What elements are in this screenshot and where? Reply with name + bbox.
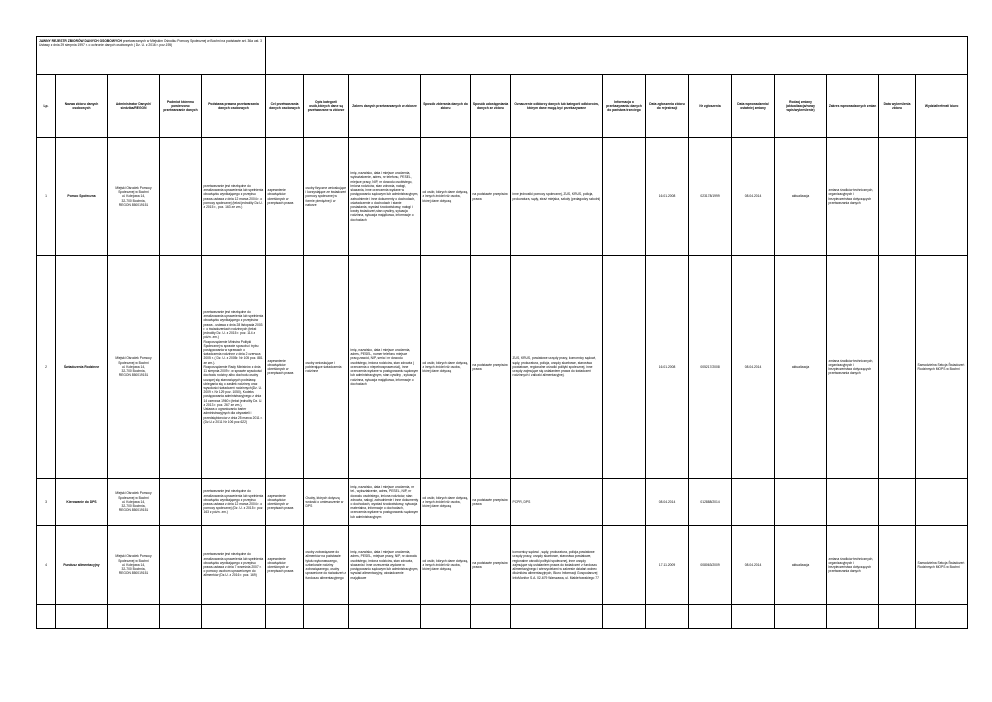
- empty-cell: [603, 605, 646, 629]
- cell-purpose: zapewnienie obowiązków określonych w przepisach prawa: [266, 256, 304, 479]
- empty-cell: [56, 605, 108, 629]
- cell-categories: Osoby, których dotyczą wnioski o umieszczenie w DPS: [304, 479, 349, 526]
- cell-collection: od osób, których dane dotyczą, z innych źródeł niż osoba, której dane dotyczą: [421, 526, 471, 605]
- cell-admin: Miejski Ośrodek Pomocy Społecznej w Bochni ul. Kolejowa 14, 32-700 Bochnia, REGON 850019151: [108, 479, 160, 526]
- cell-purpose: zapewnienie obowiązków określonych w przepisach prawa: [266, 526, 304, 605]
- col-header-dept: Wydział/referat/ biuro: [916, 75, 968, 138]
- col-header-change-type: Rodzaj zmiany (aktualizacja/nowy wpis/wykreślenie): [775, 75, 827, 138]
- cell-change-scope: zmiana środków technicznych, organizacyjnych i bezpieczeństwa dotyczących przetwarzania danych: [827, 256, 879, 479]
- cell-change-date: 08.04.2014: [732, 138, 775, 256]
- empty-cell: [827, 605, 879, 629]
- col-header-lp: Lp.: [37, 75, 56, 138]
- cell-lp: 3: [37, 479, 56, 526]
- cell-third-country: [603, 526, 646, 605]
- col-header-name: Nazwa zbioru danych osobowych: [56, 75, 108, 138]
- col-header-recipients: Oznaczenie odbiorcy danych lub kategorii odbiorców, którym dane mogą być przekazywane: [511, 75, 603, 138]
- cell-categories: osoby fizyczne wnioskujące i korzystające ze świadczeń pomocy społecznej w formie pieniężnej i w naturze: [304, 138, 349, 256]
- cell-scope: imię, nazwisko, data i miejsce urodzenia, nr tel., wykształcenie, adres, PESEL, NIP, nr dowodu osobistego, imiona rodziców, stan zdrowia, nałogi, zatrudnienie i inne dokumenty o dochodach, wywiad środowiskowy, sytuacja materialna, informacje o dochodach, orzeczenia wydane w postępowaniu sądowym lub administracyjnym: [349, 479, 421, 526]
- cell-name: Świadczenia Rodzinne: [56, 256, 108, 479]
- cell-scope: imię, nazwisko, data i miejsce urodzenia, adres, PESEL, numer telefonu miejsce pracy,zawód, NIP, seria i nr dowodu osobistego, imiona rodziców, stan zdrowia ( orzeczenia o niepełnosprawności), inne orzeczenia wydane w postępowaniu sądowym lub administracyjnym, stan cywilny , sytuacja rodzinna, sytuacja majątkowa, informacje o dochodach: [349, 256, 421, 479]
- cell-lp: 1: [37, 138, 56, 256]
- cell-dept: Samodzielna Sekcja Świadczeń Rodzinnych MOPS w Bochni: [916, 526, 968, 605]
- cell-collection: od osób, których dane dotyczą, z innych źródeł niż osoba, której dane dotyczą: [421, 256, 471, 479]
- cell-deletion-date: [879, 138, 916, 256]
- cell-reg-date: 08.04.2014: [646, 479, 689, 526]
- cell-dept: [916, 138, 968, 256]
- table-row: [37, 138, 968, 256]
- cell-legal-basis: przetwarzanie jest niezbędne do zrealizowania uprawnienia lub spełnienia obowiązku wynikającego z przepisu prawa-ustawa z dnia 7 września 2007 r. o pomocy osobom uprawnionym do alimentów (Dz.U. z 2016 r. poz. 169): [202, 526, 266, 605]
- table-row: [37, 479, 968, 526]
- cell-reg-date: 17.11.2009: [646, 526, 689, 605]
- empty-cell: [37, 605, 56, 629]
- empty-cell: [202, 605, 266, 629]
- cell-third-country: [603, 479, 646, 526]
- empty-cell: [879, 605, 916, 629]
- cell-change-scope: zmiana środków technicznych, organizacyjnych i bezpieczeństwa dotyczących przetwarzania danych: [827, 526, 879, 605]
- cell-name: Pomoc Społeczna: [56, 138, 108, 256]
- empty-row: [37, 605, 968, 629]
- col-header-legal-basis: Podstawa prawna przetwarzania danych osobowych: [202, 75, 266, 138]
- title-row: [37, 37, 968, 75]
- cell-change-type: aktualizacja: [775, 138, 827, 256]
- cell-entrusted: [160, 479, 202, 526]
- col-header-reg-no: Nr zgłoszenia: [689, 75, 732, 138]
- cell-legal-basis: przetwarzanie jest niezbędne do zrealizowania uprawnienia lub spełnienia obowiązku wynikającego z przepisu prawa-ustawa z dnia 12 marca 2004 r. o pomocy społecznej (Dz. U. z 2015 r. poz 163 z późn. zm.): [202, 479, 266, 526]
- cell-reg-no: 023178/1999: [689, 138, 732, 256]
- empty-cell: [266, 605, 304, 629]
- table-row: [37, 256, 968, 479]
- document-title: [37, 37, 266, 75]
- cell-dept: [916, 479, 968, 526]
- cell-lp: 4: [37, 526, 56, 605]
- table-row: [37, 526, 968, 605]
- empty-cell: [511, 605, 603, 629]
- cell-change-date: 08.04.2014: [732, 526, 775, 605]
- col-header-deletion-date: Data wykreślenia zbioru: [879, 75, 916, 138]
- col-header-third-country: Informacja o przekazywaniu danych do państwa trzeciego: [603, 75, 646, 138]
- empty-cell: [689, 605, 732, 629]
- cell-entrusted: [160, 526, 202, 605]
- cell-change-date: 08.04.2014: [732, 256, 775, 479]
- cell-sharing: na podstawie przepisów prawa: [471, 138, 511, 256]
- empty-cell: [732, 605, 775, 629]
- col-header-collection: Sposób zbierania danych do zbioru: [421, 75, 471, 138]
- cell-name: Kierowanie do DPS: [56, 479, 108, 526]
- cell-sharing: na podstawie przepisów prawa: [471, 479, 511, 526]
- cell-collection: od osób, których dane dotyczą, z innych źródeł niż osoba, której dane dotyczą: [421, 479, 471, 526]
- cell-scope: imię, nazwisko, data i miejsce urodzenia, wykształcenie, adres, nr telefonu, PESEL, miejsce pracy, NIP, nr dowodu osobistego, imiona rodziców, stan zdrowia, nałogi, skazania, inne orzeczenia wydane w postępowaniu sądowym lub administracyjnym, zatrudnienie i inne dokumenty o dochodach, oświadczenie o dochodach i stanie posiadania, wywiad środowiskowy, nałogi i kwoty świadczeń,stan cywilny, sytuacja rodzinna, sytuacja majątkowa, informacje o dochodach: [349, 138, 421, 256]
- col-header-change-scope: Zakres wprowadzonych zmian: [827, 75, 879, 138]
- col-header-reg-date: Data zgłoszenia zbioru do rejestracji: [646, 75, 689, 138]
- cell-sharing: na podstawie przepisów prawa: [471, 256, 511, 479]
- cell-change-type: aktualizacja: [775, 526, 827, 605]
- empty-cell: [160, 605, 202, 629]
- cell-reg-no: 008063/2009: [689, 526, 732, 605]
- empty-cell: [646, 605, 689, 629]
- cell-sharing: na podstawie przepisów prawa: [471, 526, 511, 605]
- cell-third-country: [603, 138, 646, 256]
- cell-purpose: zapewnienie obowiązków określonych w przepisach prawa: [266, 138, 304, 256]
- document-title-bold: JAWNY REJESTR ZBIORÓW DANYCH OSOBOWYCH: [39, 39, 122, 43]
- cell-recipients: ZUS, KRUS, powiatowe urzędy pracy, komornicy sądowi, sądy, prokuratura, policja, urzędy skarbowe, starostwa powiatowe, regionalne ośrodki polityki społecznej, inne urzędy zajmujące się ustalaniem prawa do świadczeń rodzinnych i zaliczki alimentacyjnej.: [511, 256, 603, 479]
- col-header-sharing: Sposób udostępniania danych ze zbioru: [471, 75, 511, 138]
- cell-admin: Miejski Ośrodek Pomocy Społecznej w Bochni ul. Kolejowa 14, 32-700 Bochnia, REGON 850019151: [108, 138, 160, 256]
- cell-name: Fundusz alimentacyjny: [56, 526, 108, 605]
- cell-reg-no: 005217/2008: [689, 256, 732, 479]
- cell-legal-basis: przetwarzanie jest niezbędne do zrealizowania uprawnienia lub spełnienia obowiązku wynikającego z przepisów prawa - ustawa z dnia 28 listopada 2003 r. o świadczeniach rodzinnych (tekst jednolity Dz. U. z 2015 r. poz. 114 z późn. zm.) Rozporządzenie Ministra Polityki Społecznej w sprawie sposobu i trybu postępowania w sprawach o świadczenia rodzinne z dnia 2 czerwca 2005 r. ( Dz. U. z 2005r. Nr 105 poz. 881 ze zm.). Rozporządzenie Rady Ministrów z dnia 11 sierpnia 2009 r. w sprawie wysokości dochodu rodziny albo dochodu osoby uczącej się stanowiących podstawę ubiegania się o zasiłek rodzinny oraz wysokości świadczeń rodzinnych(Dz. U. 2009 r. Nr 129 poz. 1050), Kodeks postępowania administracyjnego z dnia 14 czerwca 1960 r.(tekst jednolity Dz. U. z 2013 r. poz. 267 ze zm.), Ustawa o ograniczaniu barier administracyjnych dla obywateli i przedsiębiorców z dnia 25 marca 2011 r.(Dz.U.z 2011 Nr 106 poz.622): [202, 256, 266, 479]
- cell-recipients: PCPR, DPS: [511, 479, 603, 526]
- cell-change-type: aktualizacja: [775, 256, 827, 479]
- cell-change-date: [732, 479, 775, 526]
- empty-cell: [916, 605, 968, 629]
- cell-reg-date: 16.01.2008: [646, 138, 689, 256]
- title-row-empty: [266, 37, 968, 75]
- cell-lp: 2: [37, 256, 56, 479]
- empty-cell: [108, 605, 160, 629]
- cell-scope: imię, nazwisko, data i miejsce urodzenia, adres, PESEL, miejsce pracy, NIP, nr dowodu osobistego, imiona rodziców, stan zdrowia, skazania i inne orzeczenia wydane w postępowaniu sądowym lub administracyjnym, wywiad alimentacyjny, oświadczenie majątkowe: [349, 526, 421, 605]
- cell-entrusted: [160, 138, 202, 256]
- cell-third-country: [603, 256, 646, 479]
- header-row: [37, 75, 968, 138]
- cell-deletion-date: [879, 526, 916, 605]
- cell-categories: osoby wnioskujące i pobierające świadczenia rodzinne: [304, 256, 349, 479]
- cell-recipients: komornicy sądowi , sądy, prokuratura, policja,powiatowe urzędy pracy, urzędy skarbowe, starostwa powiatowe, regionalne ośrodki polityki społecznej, inne urzędy zajmujące się ustalaniem prawa do świadczeń z funduszu alimentacyjnego i wierzycielami w zakresie działań wobec dłużników alimentacyjnych, Biuro Informacji Gospodarczej InfoMonitor S.A. 02-679 Warszawa, ul. Małdehowskiego 77: [511, 526, 603, 605]
- cell-reg-no: 012888/2014: [689, 479, 732, 526]
- col-header-purpose: Cel przetwarzania danych osobowych: [266, 75, 304, 138]
- cell-change-type: [775, 479, 827, 526]
- cell-reg-date: 16.01.2008: [646, 256, 689, 479]
- cell-dept: Samodzielna Sekcja Świadczeń Rodzinnych MOPS w Bochni: [916, 256, 968, 479]
- cell-change-scope: [827, 479, 879, 526]
- col-header-scope: Zakres danych przetwarzanych w zbiorze: [349, 75, 421, 138]
- cell-purpose: zapewnienie obowiązków określonych w przepisach prawa: [266, 479, 304, 526]
- cell-admin: Miejski Ośrodek Pomocy Społecznej w Bochni ul. Kolejowa 14, 32-700 Bochnia, REGON 850019151: [108, 526, 160, 605]
- empty-cell: [304, 605, 349, 629]
- cell-admin: Miejski Ośrodek Pomocy Społecznej w Bochni ul. Kolejowa 14, 32-700 Bochnia, REGON 850019151: [108, 256, 160, 479]
- empty-cell: [471, 605, 511, 629]
- col-header-change-date: Data wprowadzenia/ ostatniej zmiany: [732, 75, 775, 138]
- empty-cell: [421, 605, 471, 629]
- document-title-rest: przetwarzanych w Miejskim Ośrodku Pomocy Społecznej w Bochni na podstawie art. 36a ust. 3 Ustawy z dnia 29 sierpnia 1997 r. o ochronie danych osobowych ( Dz. U. z 2016 r. poz.195): [39, 39, 262, 48]
- empty-cell: [775, 605, 827, 629]
- cell-change-scope: zmiana środków technicznych, organizacyjnych i bezpieczeństwa dotyczących przetwarzania danych: [827, 138, 879, 256]
- cell-entrusted: [160, 256, 202, 479]
- registry-table: [36, 36, 968, 629]
- cell-deletion-date: [879, 256, 916, 479]
- col-header-admin: Administrator Danych/ siedziba/REGON: [108, 75, 160, 138]
- col-header-entrusted: Podmiot któremu powierzono przetwarzanie danych: [160, 75, 202, 138]
- cell-recipients: inne jednostki pomocy społecznej, ZUS, KRUS, policja, prokuratura, sądy, straż miejska, szkoły (pedagodzy szkolni): [511, 138, 603, 256]
- col-header-categories: Opis kategorii osób,których dane są przetwarzane w zbiorze: [304, 75, 349, 138]
- cell-deletion-date: [879, 479, 916, 526]
- cell-legal-basis: przetwarzanie jest niezbędne do zrealizowania uprawnienia lub spełnienia obowiązku wynikającego z przepisu prawa-ustawa z dnia 12 marca 2004 r. o pomocy społecznej (tekst jednolity Dz.U. z 2015 r., poz. 163 ze zm.): [202, 138, 266, 256]
- cell-collection: od osób, których dane dotyczą, z innych źródeł niż osoba, której dane dotyczą: [421, 138, 471, 256]
- cell-categories: osoby zobowiązane do alimentów na podstawie tytułu wykonawczego, członkowie rodziny zobowiązanego, osoby uprawnione do świadczeń z funduszu alimentacyjnego: [304, 526, 349, 605]
- empty-cell: [349, 605, 421, 629]
